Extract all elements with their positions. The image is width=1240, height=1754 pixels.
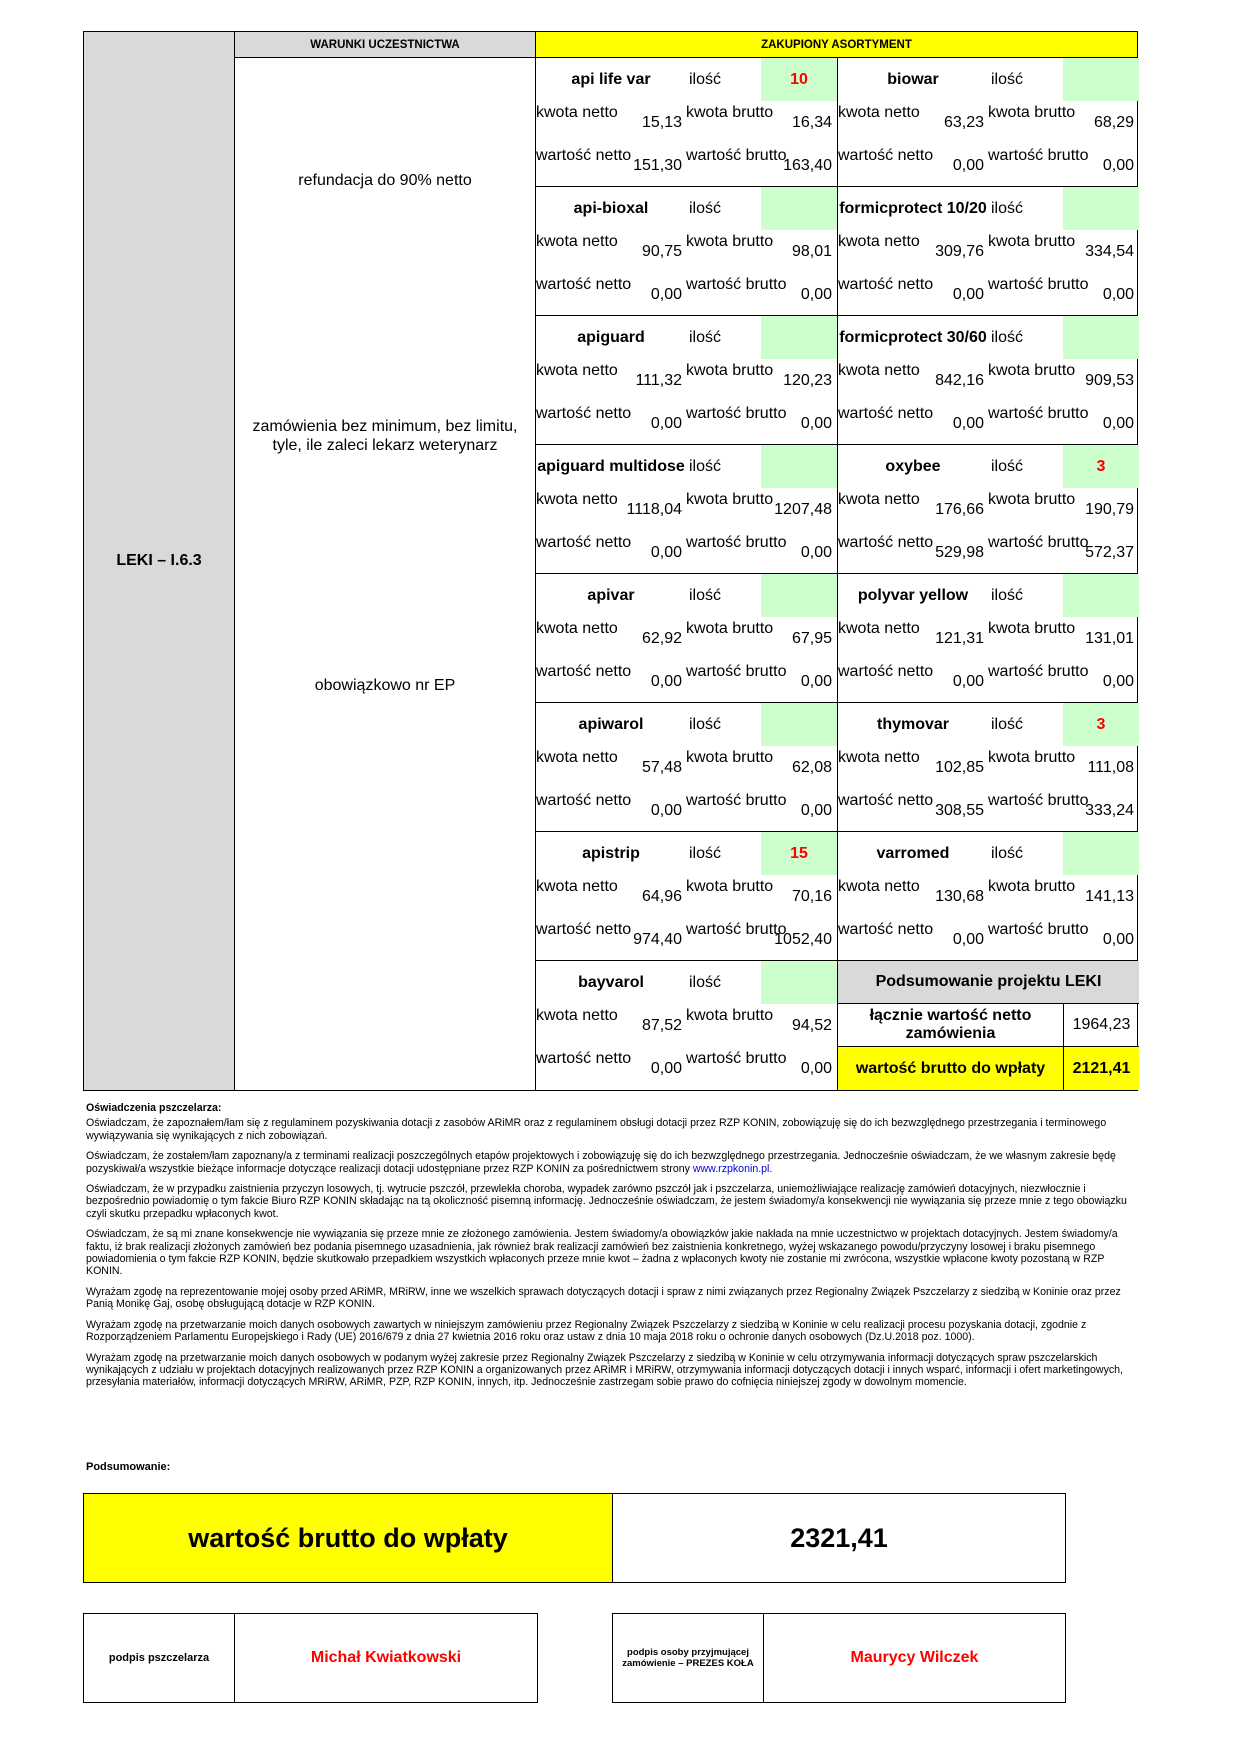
product-block [837, 187, 1138, 316]
net-value-label: wartość netto [536, 792, 632, 809]
product-name: formicprotect 30/60 [839, 328, 987, 346]
project-summary-title: Podsumowanie projektu LEKI [838, 961, 1139, 1004]
gross-amount-label: kwota brutto [988, 491, 1076, 508]
net-amount-value: 1118,04 [626, 500, 682, 518]
beekeeper-signature-label: podpis pszczelarza [84, 1614, 235, 1702]
product-block [837, 574, 1138, 703]
net-amount-label: kwota netto [536, 620, 618, 637]
quantity-label: ilość [689, 586, 722, 604]
statement-2-suffix: . [769, 1162, 773, 1175]
statement-6: Wyrażam zgodę na przetwarzanie moich danych osobowych zawartych w niniejszym zamówieniu przez Regionalny Związek Pszczelarzy z siedzibą w Koninie w celu realizacji procesu pozyskania dotacji, zgodnie z Rozporządzeniem Parlamentu Europejskiego i Rady (UE) 2016/679 z dnia 27 kwietnia 2016 roku oraz ustaw z dnia 10 maja 2018 roku o ochronie danych osobowych (Dz.U.2018 poz. 1000). [86, 1318, 1087, 1344]
net-value-label: wartość netto [838, 663, 934, 680]
assortment-title: ZAKUPIONY ASORTYMENT [761, 38, 912, 51]
quantity-value [761, 574, 837, 617]
net-amount-value: 102,85 [935, 758, 984, 776]
statement-3: Oświadczam, że w przypadku zaistnienia przyczyn losowych, tj. wytrucie pszczół, przewlekła choroba, wypadek zarówno pszczół jak i pszczelarza, uniemożliwiające realizację zamówień dotacyjnych, niezwłocznie i bezpośrednio powiadomię o tym fakcie Biuro RZP KONIN składając na tą okoliczność pisemną informację. Jednocześnie oświadczam, że jestem świadomy/a konsekwencji nie wywiązania się przeze mnie z tego obowiązku czyli skutku przepadku wpłaconych kwot. [86, 1183, 1127, 1220]
product-name: biowar [887, 70, 939, 88]
net-amount-value: 111,32 [635, 371, 682, 389]
amount-row [536, 488, 837, 531]
quantity-value: 3 [1063, 445, 1139, 488]
net-amount-label: kwota netto [838, 491, 920, 508]
gross-value-value: 0,00 [1102, 414, 1134, 432]
statement-7: Wyrażam zgodę na przetwarzanie moich danych osobowych w podanym wyżej zakresie przez Regionalny Związek Pszczelarzy z siedzibą w Koninie w celu otrzymywania informacji dotyczących spraw pszczelarskich wynikających z udziału w projektach dotacyjnych realizowanych przez RZP KONIN a organizowanych przez ARiMR i MRiRW, otrzymywania informacji dotyczących dotacji i innych wsparć, informacji i ofert marketingowych, przesyłania materiałów, informacji dotyczących MRiRW, ARiMR, PZP, RZP KONIN, innych, itp. Jednocześnie zastrzegam sobie prawo do cofnięcia niniejszej zgody w dowolnym momencie. [86, 1351, 1124, 1389]
gross-amount-label: kwota brutto [988, 362, 1076, 379]
net-amount-label: kwota netto [536, 491, 618, 508]
net-amount-value: 87,52 [641, 1016, 682, 1034]
gross-amount-label: kwota brutto [686, 620, 774, 637]
gross-value-value: 572,37 [1085, 543, 1134, 561]
condition-ep-number: obowiązkowo nr EP [314, 677, 456, 694]
net-amount-label: kwota netto [536, 104, 618, 121]
product-name: apistrip [582, 844, 640, 862]
product-block [536, 961, 837, 1090]
quantity-value [1063, 187, 1139, 230]
quantity-label: ilość [991, 715, 1024, 733]
net-amount-value: 57,48 [641, 758, 682, 776]
quantity-label: ilość [991, 457, 1024, 475]
quantity-value: 3 [1063, 703, 1139, 746]
gross-amount-label: kwota brutto [686, 233, 774, 250]
gross-amount-label: kwota brutto [686, 104, 774, 121]
gross-value-label: wartość brutto [988, 276, 1089, 293]
product-block [536, 574, 837, 703]
amount-row [838, 230, 1139, 273]
product-name: apiwarol [578, 715, 644, 733]
net-amount-value: 176,66 [935, 500, 984, 518]
gross-value-label: wartość brutto [988, 921, 1089, 938]
value-row [536, 144, 837, 187]
gross-value-value: 0,00 [1102, 930, 1134, 948]
condition-refund: refundacja do 90% netto [298, 172, 472, 189]
net-value-value: 0,00 [650, 285, 682, 303]
product-name: polyvar yellow [857, 586, 969, 604]
conditions-header [235, 32, 536, 58]
net-value-value: 308,55 [935, 801, 984, 819]
net-amount-label: kwota netto [838, 233, 920, 250]
conditions-cell [235, 58, 536, 1091]
value-row [536, 918, 837, 961]
product-name: oxybee [885, 457, 941, 475]
statements-title: Oświadczenia pszczelarza: [86, 1102, 222, 1114]
product-block [536, 445, 837, 574]
beekeeper-statements [86, 1102, 1140, 1397]
net-amount-label: kwota netto [536, 878, 618, 895]
amount-row [838, 746, 1139, 789]
net-value-value: 529,98 [935, 543, 984, 561]
quantity-label: ilość [689, 199, 722, 217]
receiver-signature [612, 1613, 1066, 1703]
net-value-label: wartość netto [536, 405, 632, 422]
product-block [536, 316, 837, 445]
gross-amount-value: 16,34 [791, 113, 832, 131]
quantity-value [761, 961, 837, 1004]
gross-value-label: wartość brutto [988, 792, 1089, 809]
gross-amount-value: 190,79 [1085, 500, 1134, 518]
product-name: bayvarol [578, 973, 644, 991]
product-name: apiguard [577, 328, 645, 346]
beekeeper-name: Michał Kwiatkowski [310, 1649, 462, 1666]
gross-value-value: 0,00 [800, 285, 832, 303]
value-row [838, 144, 1139, 187]
product-block [837, 316, 1138, 445]
product-name: apivar [587, 586, 635, 604]
value-row [838, 402, 1139, 445]
gross-value-label: wartość brutto [988, 534, 1089, 551]
value-row [536, 531, 837, 574]
net-value-label: wartość netto [536, 276, 632, 293]
quantity-label: ilość [689, 844, 722, 862]
product-block [837, 445, 1138, 574]
gross-amount-value: 68,29 [1093, 113, 1134, 131]
net-value-label: wartość netto [536, 921, 632, 938]
net-value-label: wartość netto [536, 147, 632, 164]
net-value-label: wartość netto [838, 276, 934, 293]
net-value-value: 0,00 [952, 930, 984, 948]
statement-5: Wyrażam zgodę na reprezentowanie mojej osoby przed ARiMR, MRiRW, inne we wszelkich sprawach dotyczących dotacji i spraw z nimi związanych przez Regionalny Związek Pszczelarzy z siedzibą w Koninie oraz przez Panią Monikę Gaj, osobę obsługującą dotacje w RZP KONIN. [86, 1285, 1121, 1311]
quantity-label: ilość [689, 715, 722, 733]
quantity-value [1063, 316, 1139, 359]
net-amount-label: kwota netto [838, 749, 920, 766]
quantity-value [1063, 58, 1139, 101]
gross-value-label: wartość brutto [686, 792, 787, 809]
net-amount-value: 62,92 [641, 629, 682, 647]
statement-2 [86, 1150, 1140, 1175]
net-value-value: 0,00 [650, 801, 682, 819]
gross-amount-value: 334,54 [1085, 242, 1134, 260]
conditions-title: WARUNKI UCZESTNICTWA [310, 38, 460, 51]
net-amount-value: 121,31 [935, 629, 984, 647]
gross-amount-value: 98,01 [791, 242, 832, 260]
assortment-cell [536, 58, 1138, 1091]
final-total-box [83, 1493, 1066, 1583]
gross-value-label: wartość brutto [686, 921, 787, 938]
statement-2-text: Oświadczam, że zostałem/łam zapoznany/a z terminami realizacji poszczególnych etapów projektowych i zobowiązuję się do ich bezwzględnego przestrzegania. Jednocześnie oświadczam, że we własnym zakresie będę pozyskiwał/a wszystkie bieżące informacje dotyczące realizacji dotacji udostępniane przez RZP KONIN za pośrednictwem strony [86, 1150, 1116, 1175]
gross-amount-value: 94,52 [791, 1016, 832, 1034]
value-row [838, 789, 1139, 832]
receiver-signature-label: podpis osoby przyjmującej zamówienie – PREZES KOŁA [613, 1614, 764, 1702]
gross-amount-value: 62,08 [791, 758, 832, 776]
net-amount-label: kwota netto [838, 362, 920, 379]
condition-no-minimum: zamówienia bez minimum, bez limitu, tyle, ile zaleci lekarz weterynarz [252, 418, 518, 454]
project-net-total-label: łącznie wartość netto zamówienia [838, 1004, 1064, 1047]
gross-amount-label: kwota brutto [988, 749, 1076, 766]
gross-value-label: wartość brutto [686, 1050, 787, 1067]
gross-amount-label: kwota brutto [686, 1007, 774, 1024]
net-value-label: wartość netto [838, 405, 934, 422]
net-value-value: 0,00 [952, 285, 984, 303]
product-name: api-bioxal [573, 199, 649, 217]
assortment-header [536, 32, 1138, 58]
gross-value-value: 0,00 [800, 801, 832, 819]
net-amount-label: kwota netto [838, 104, 920, 121]
statement-4: Oświadczam, że są mi znane konsekwencje nie wywiązania się przeze mnie ze złożonego zamówienia. Jestem świadomy/a obowiązków jakie nakłada na mnie uczestnictwo w projektach dotacyjnych. Jestem świadomy/a faktu, iż brak realizacji złożonych zamówień bez podania pisemnego uzasadnienia, jak również brak realizacji zamówień bez zaistnienia konkretnego, wyżej wskazanego powodu/przyczyny losowej i braku pisemnego powiadomienia o tym fakcie RZP KONIN, będzie skutkowało przepadkiem wszystkich wpłaconych przeze mnie kwot – żadna z wpłaconych kwoty nie zostanie mi zwrócona, wszystkie wpłacone kwoty pozostaną w RZP KONIN. [86, 1228, 1118, 1278]
amount-row [536, 1004, 837, 1047]
net-value-value: 0,00 [650, 1059, 682, 1077]
gross-amount-value: 70,16 [791, 887, 832, 905]
quantity-label: ilość [991, 586, 1024, 604]
gross-value-value: 0,00 [1102, 156, 1134, 174]
product-block [536, 832, 837, 961]
gross-value-label: wartość brutto [988, 663, 1089, 680]
value-row [536, 1047, 837, 1090]
project-summary [837, 961, 1138, 1090]
value-row [536, 273, 837, 316]
gross-value-value: 0,00 [1102, 672, 1134, 690]
gross-amount-value: 909,53 [1085, 371, 1134, 389]
gross-amount-label: kwota brutto [686, 491, 774, 508]
gross-value-value: 0,00 [1102, 285, 1134, 303]
quantity-value [761, 187, 837, 230]
gross-value-label: wartość brutto [686, 405, 787, 422]
category-label: LEKI – I.6.3 [116, 552, 202, 569]
value-row [536, 789, 837, 832]
net-value-label: wartość netto [838, 534, 934, 551]
gross-value-label: wartość brutto [686, 147, 787, 164]
gross-amount-value: 1207,48 [774, 500, 832, 518]
product-name: api life var [571, 70, 651, 88]
product-name: thymovar [876, 715, 950, 733]
net-amount-value: 309,76 [935, 242, 984, 260]
product-name: varromed [876, 844, 950, 862]
amount-row [536, 359, 837, 402]
net-value-value: 151,30 [633, 156, 682, 174]
quantity-label: ilość [689, 973, 722, 991]
quantity-value [1063, 832, 1139, 875]
value-row [838, 531, 1139, 574]
net-value-value: 0,00 [952, 156, 984, 174]
gross-amount-label: kwota brutto [686, 878, 774, 895]
gross-value-value: 0,00 [800, 672, 832, 690]
net-value-label: wartość netto [536, 663, 632, 680]
gross-amount-value: 67,95 [791, 629, 832, 647]
amount-row [838, 359, 1139, 402]
gross-amount-value: 111,08 [1087, 758, 1134, 776]
quantity-value [761, 703, 837, 746]
product-name: formicprotect 10/20 [839, 199, 987, 217]
quantity-label: ilość [991, 328, 1024, 346]
net-amount-value: 90,75 [641, 242, 682, 260]
quantity-value: 10 [761, 58, 837, 101]
net-value-label: wartość netto [838, 147, 934, 164]
final-total-value: 2321,41 [790, 1522, 888, 1553]
net-value-label: wartość netto [536, 1050, 632, 1067]
product-block [837, 703, 1138, 832]
amount-row [536, 617, 837, 660]
quantity-value [761, 316, 837, 359]
final-total-label: wartość brutto do wpłaty [84, 1494, 613, 1582]
net-amount-value: 64,96 [641, 887, 682, 905]
net-value-label: wartość netto [536, 534, 632, 551]
net-amount-value: 130,68 [935, 887, 984, 905]
gross-amount-value: 131,01 [1085, 629, 1134, 647]
net-amount-label: kwota netto [838, 620, 920, 637]
product-block [536, 58, 837, 187]
net-amount-value: 15,13 [641, 113, 682, 131]
net-value-value: 0,00 [650, 672, 682, 690]
gross-value-value: 0,00 [800, 543, 832, 561]
project-net-total-value: 1964,23 [1064, 1004, 1139, 1047]
gross-amount-value: 120,23 [783, 371, 832, 389]
net-amount-value: 63,23 [943, 113, 984, 131]
project-gross-total-value: 2121,41 [1064, 1047, 1139, 1090]
gross-amount-label: kwota brutto [988, 878, 1076, 895]
gross-amount-label: kwota brutto [686, 749, 774, 766]
gross-amount-value: 141,13 [1085, 887, 1134, 905]
gross-value-label: wartość brutto [686, 534, 787, 551]
net-amount-label: kwota netto [536, 749, 618, 766]
amount-row [536, 230, 837, 273]
gross-value-label: wartość brutto [988, 405, 1089, 422]
net-amount-value: 842,16 [935, 371, 984, 389]
net-value-value: 974,40 [633, 930, 682, 948]
quantity-value: 15 [761, 832, 837, 875]
gross-value-label: wartość brutto [988, 147, 1089, 164]
amount-row [536, 875, 837, 918]
quantity-label: ilość [689, 70, 722, 88]
net-value-value: 0,00 [952, 414, 984, 432]
gross-value-label: wartość brutto [686, 276, 787, 293]
value-row [838, 660, 1139, 703]
net-value-value: 0,00 [650, 543, 682, 561]
net-value-label: wartość netto [838, 792, 934, 809]
gross-amount-label: kwota brutto [988, 620, 1076, 637]
value-row [536, 660, 837, 703]
net-value-value: 0,00 [650, 414, 682, 432]
product-block [837, 832, 1138, 961]
net-amount-label: kwota netto [838, 878, 920, 895]
gross-amount-label: kwota brutto [686, 362, 774, 379]
quantity-label: ilość [991, 844, 1024, 862]
quantity-label: ilość [689, 457, 722, 475]
gross-amount-label: kwota brutto [988, 233, 1076, 250]
gross-value-value: 1052,40 [774, 930, 832, 948]
product-grid [536, 58, 1138, 1090]
product-block [536, 187, 837, 316]
net-amount-label: kwota netto [536, 362, 618, 379]
quantity-label: ilość [689, 328, 722, 346]
order-table [83, 31, 1138, 1091]
quantity-value [761, 445, 837, 488]
amount-row [838, 617, 1139, 660]
value-row [838, 273, 1139, 316]
value-row [838, 918, 1139, 961]
amount-row [838, 875, 1139, 918]
receiver-name: Maurycy Wilczek [850, 1649, 979, 1666]
gross-value-value: 0,00 [800, 414, 832, 432]
statement-1: Oświadczam, że zapoznałem/łam się z regulaminem pozyskiwania dotacji z zasobów ARiMR oraz z regulaminem obsługi dotacji przez RZP KONIN, zobowiązuję się do ich bezwzględnego przestrzegania i terminowego wywiązywania się wynikających z nich zobowiązań. [86, 1117, 1107, 1142]
amount-row [838, 101, 1139, 144]
website-link[interactable]: www.rzpkonin.pl [692, 1162, 770, 1175]
amount-row [536, 746, 837, 789]
beekeeper-signature [83, 1613, 538, 1703]
net-amount-label: kwota netto [536, 233, 618, 250]
net-value-value: 0,00 [952, 672, 984, 690]
summary-label: Podsumowanie: [86, 1461, 171, 1473]
gross-amount-label: kwota brutto [988, 104, 1076, 121]
quantity-label: ilość [991, 70, 1024, 88]
product-block [837, 58, 1138, 187]
project-gross-total-label: wartość brutto do wpłaty [838, 1047, 1064, 1090]
value-row [536, 402, 837, 445]
net-value-label: wartość netto [838, 921, 934, 938]
category-cell [84, 32, 235, 1091]
gross-value-value: 333,24 [1085, 801, 1134, 819]
gross-value-value: 163,40 [783, 156, 832, 174]
gross-value-value: 0,00 [800, 1059, 832, 1077]
net-amount-label: kwota netto [536, 1007, 618, 1024]
product-block [536, 703, 837, 832]
amount-row [838, 488, 1139, 531]
quantity-value [1063, 574, 1139, 617]
quantity-label: ilość [991, 199, 1024, 217]
amount-row [536, 101, 837, 144]
gross-value-label: wartość brutto [686, 663, 787, 680]
product-name: apiguard multidose [537, 457, 685, 475]
